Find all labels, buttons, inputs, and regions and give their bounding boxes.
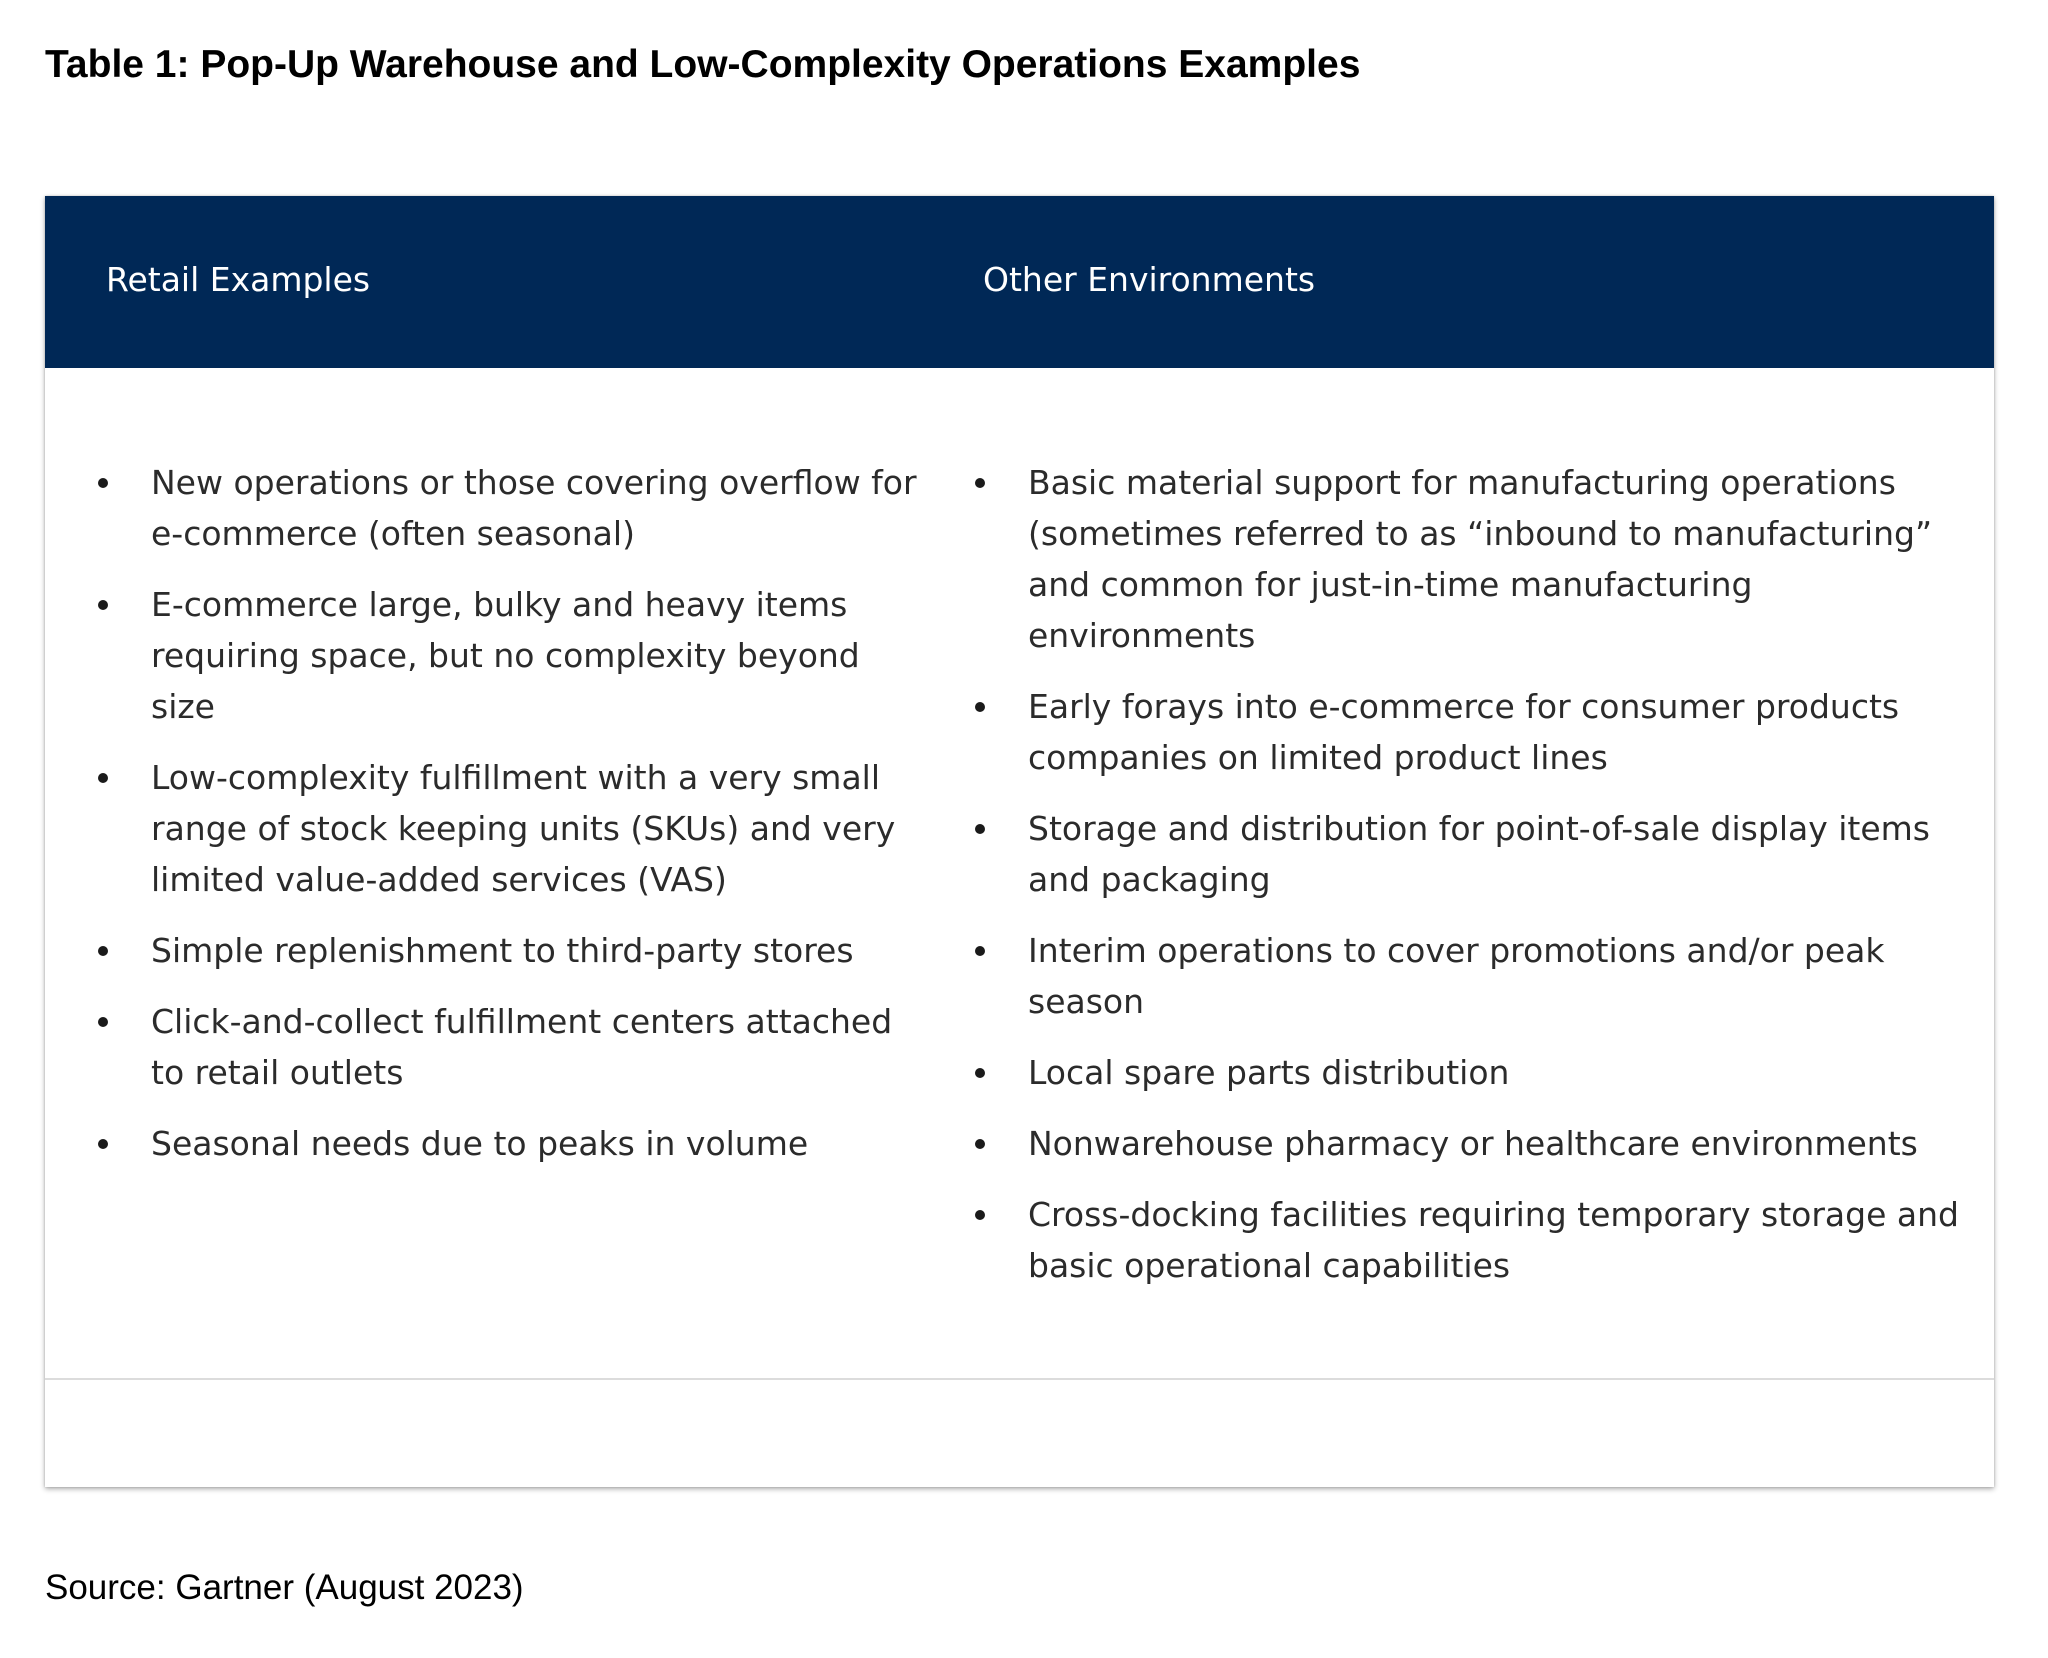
other-environment-item: Early forays into e-commerce for consumer products companies on limited product lines: [975, 681, 1975, 783]
retail-examples-list: [98, 457, 918, 1189]
column-header-retail-examples: Retail Examples: [106, 260, 371, 299]
examples-table: [45, 196, 1994, 1487]
table-title: Table 1: Pop-Up Warehouse and Low-Complexity Operations Examples: [45, 43, 1361, 86]
retail-example-item: Low-complexity fulfillment with a very small range of stock keeping units (SKUs) and very limited value-added services (VAS): [98, 752, 918, 905]
other-environment-item: Basic material support for manufacturing operations (sometimes referred to as “inbound to manufacturing” and common for just-in-time manufacturing environments: [975, 457, 1975, 661]
retail-example-item: New operations or those covering overflow for e-commerce (often seasonal): [98, 457, 918, 559]
other-environment-item: Nonwarehouse pharmacy or healthcare environments: [975, 1118, 1975, 1169]
retail-example-item: Simple replenishment to third-party stores: [98, 925, 918, 976]
retail-example-item: Click-and-collect fulfillment centers attached to retail outlets: [98, 996, 918, 1098]
other-environments-list: [975, 457, 1975, 1311]
column-header-other-environments: Other Environments: [983, 260, 1316, 299]
other-environment-item: Local spare parts distribution: [975, 1047, 1975, 1098]
source-citation: Source: Gartner (August 2023): [45, 1568, 524, 1607]
table-empty-row: [45, 1380, 1994, 1487]
table-header-row: [45, 196, 1994, 368]
other-environment-item: Cross-docking facilities requiring temporary storage and basic operational capabilities: [975, 1189, 1975, 1291]
retail-example-item: E-commerce large, bulky and heavy items requiring space, but no complexity beyond size: [98, 579, 918, 732]
other-environment-item: Interim operations to cover promotions and/or peak season: [975, 925, 1975, 1027]
other-environment-item: Storage and distribution for point-of-sale display items and packaging: [975, 803, 1975, 905]
table-body-row: [45, 368, 1994, 1378]
retail-example-item: Seasonal needs due to peaks in volume: [98, 1118, 918, 1169]
